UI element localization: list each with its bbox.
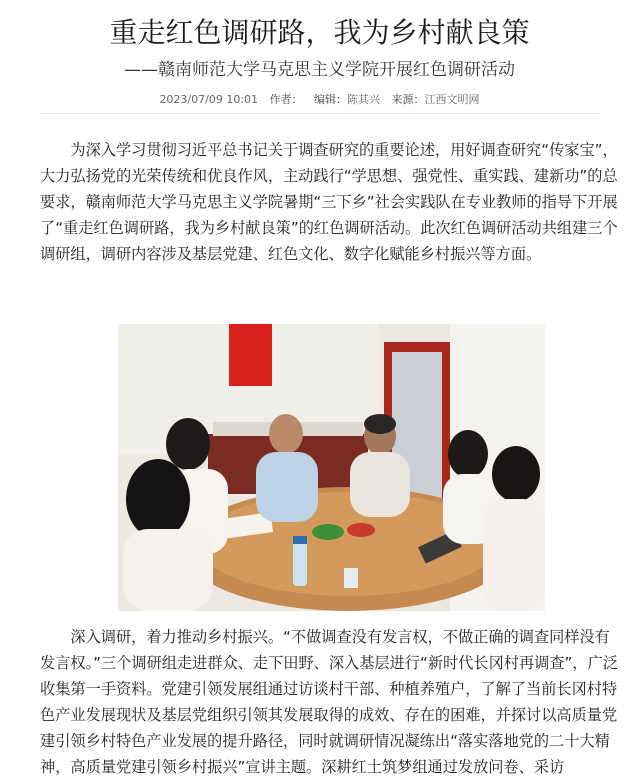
source-label: 来源：: [391, 93, 425, 106]
header-divider: [40, 113, 599, 114]
article-subtitle: ——赣南师范大学马克思主义学院开展红色调研活动: [124, 60, 515, 80]
editor-name: 陈其兴: [347, 93, 381, 106]
article-photo: [118, 324, 545, 611]
editor-label: 编辑：: [314, 93, 348, 106]
author-label: 作者：: [269, 93, 303, 106]
meeting-photo-illustration: [118, 324, 545, 611]
source-name[interactable]: 江西文明网: [424, 93, 480, 106]
paragraph-intro: 为深入学习贯彻习近平总书记关于调查研究的重要论述，用好调查研究“传家宝”，大力弘扬党的光荣传统和优良作风，主动践行“学思想、强党性、重实践、建新功”的总要求，赣南师范大学马克思主义学院暑期“三下乡”社会实践队在专业教师的指导下开展了“重走红色调研路，我为乡村献良策”的红色调研活动。此次红色调研活动共组建三个调研组，调研内容涉及基层党建、红色文化、数字化赋能乡村振兴等方面。: [40, 141, 618, 263]
article-meta: [0, 92, 639, 108]
paragraph-research: 深入调研，着力推动乡村振兴。“不做调查没有发言权，不做正确的调查同样没有发言权。”三个调研组走进群众、走下田野、深入基层进行“新时代长冈村再调查”，广泛收集第一手资料。党建引领发展组通过访谈村干部、种植养殖户，了解了当前长冈村特色产业发展现状及基层党组织引领其发展取得的成效、存在的困难，并探讨以高质量党建引领乡村特色产业发展的提升路径，同时就调研情况凝练出“落实落地党的二十大精神，高质量党建引领乡村振兴”宣讲主题。深耕红土筑梦组通过发放问卷、采访: [40, 628, 618, 776]
publish-date: 2023/07/09 10:01: [159, 93, 259, 106]
article-title: 重走红色调研路，我为乡村献良策: [109, 16, 530, 49]
